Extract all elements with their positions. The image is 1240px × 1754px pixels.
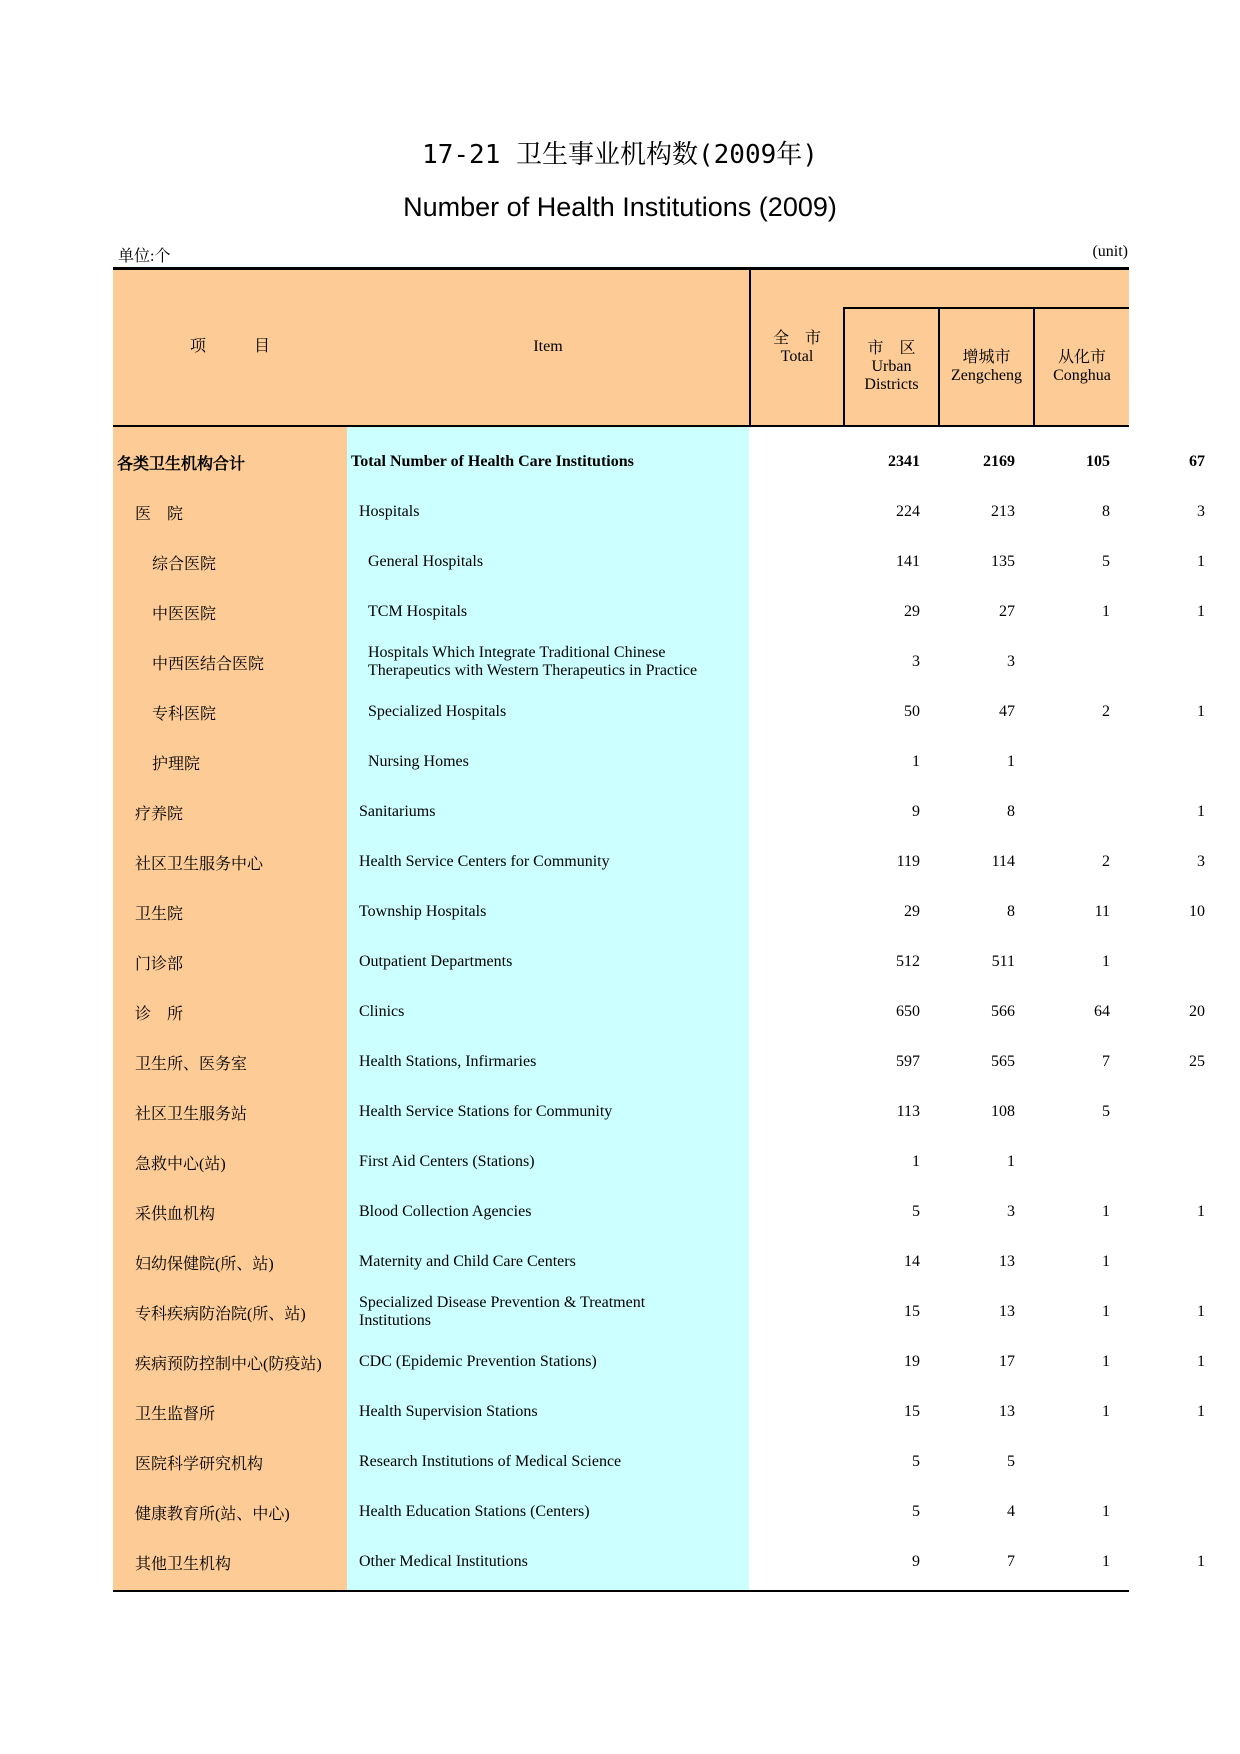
cell-conghua bbox=[1125, 1437, 1205, 1487]
header-item-english: Item bbox=[533, 338, 563, 355]
header-urban-english-line2: Districts bbox=[864, 376, 919, 393]
cell-conghua: 3 bbox=[1197, 853, 1205, 870]
cell-zengcheng: 7 bbox=[1102, 1053, 1110, 1070]
row-item-chinese: 其他卫生机构 bbox=[135, 1555, 232, 1573]
table-row bbox=[113, 687, 1205, 737]
cell-conghua: 1 bbox=[1197, 553, 1205, 570]
row-item-chinese: 中医医院 bbox=[152, 605, 217, 623]
cell-conghua bbox=[1125, 937, 1205, 987]
row-item-chinese: 门诊部 bbox=[135, 955, 184, 973]
row-item-english-line1: Total Number of Health Care Institutions bbox=[351, 453, 634, 470]
cell-urban: 1 bbox=[1007, 1153, 1015, 1170]
cell-total: 19 bbox=[904, 1353, 920, 1370]
cell-conghua: 3 bbox=[1197, 503, 1205, 520]
header-urban-chinese: 市 区 bbox=[867, 340, 916, 357]
cell-zengcheng: 1 bbox=[1102, 1553, 1110, 1570]
row-item-english-line1: Health Education Stations (Centers) bbox=[359, 1503, 590, 1520]
table-header-rule bbox=[113, 425, 1129, 427]
header-urban-english-line1: Urban bbox=[871, 358, 912, 375]
header-total-english: Total bbox=[780, 348, 814, 365]
cell-total: 113 bbox=[896, 1103, 920, 1120]
row-item-english-line1: Maternity and Child Care Centers bbox=[359, 1253, 576, 1270]
row-item-english-line1: Health Stations, Infirmaries bbox=[359, 1053, 537, 1070]
cell-total: 29 bbox=[904, 603, 920, 620]
row-item-english bbox=[359, 987, 404, 1037]
cell-conghua bbox=[1125, 637, 1205, 687]
row-item-english bbox=[368, 637, 697, 687]
row-item-chinese: 采供血机构 bbox=[135, 1205, 216, 1223]
cell-total: 9 bbox=[912, 1553, 920, 1570]
cell-urban: 2169 bbox=[983, 453, 1015, 470]
cell-conghua: 25 bbox=[1189, 1053, 1205, 1070]
row-item-chinese: 健康教育所(站、中心) bbox=[135, 1505, 290, 1523]
cell-total: 119 bbox=[896, 853, 920, 870]
cell-conghua: 1 bbox=[1197, 803, 1205, 820]
cell-total: 1 bbox=[912, 753, 920, 770]
row-item-english bbox=[351, 437, 634, 487]
row-item-english-line1: Hospitals bbox=[359, 503, 420, 520]
cell-urban: 17 bbox=[999, 1353, 1015, 1370]
cell-zengcheng: 64 bbox=[1094, 1003, 1110, 1020]
table-row bbox=[113, 1287, 1205, 1337]
cell-total: 14 bbox=[904, 1253, 920, 1270]
row-item-english bbox=[359, 1337, 597, 1387]
cell-zengcheng: 8 bbox=[1102, 503, 1110, 520]
row-item-english-line1: Specialized Disease Prevention & Treatment bbox=[359, 1294, 646, 1311]
table-row bbox=[113, 1087, 1129, 1137]
row-item-english-line1: Clinics bbox=[359, 1003, 405, 1020]
table-row bbox=[113, 937, 1129, 987]
header-conghua-english: Conghua bbox=[1053, 367, 1111, 384]
unit-label-english: (unit) bbox=[1092, 243, 1128, 260]
cell-urban: 114 bbox=[991, 853, 1015, 870]
cell-zengcheng bbox=[1030, 737, 1110, 787]
table-row bbox=[113, 1337, 1205, 1387]
cell-conghua bbox=[1125, 1487, 1205, 1537]
row-item-chinese: 诊 所 bbox=[135, 1005, 184, 1023]
cell-urban: 135 bbox=[991, 553, 1015, 570]
row-item-chinese: 急救中心(站) bbox=[135, 1155, 226, 1173]
cell-zengcheng: 1 bbox=[1102, 603, 1110, 620]
row-item-english bbox=[359, 887, 486, 937]
cell-total: 5 bbox=[912, 1203, 920, 1220]
row-item-english-line1: Health Service Centers for Community bbox=[359, 853, 610, 870]
row-item-english bbox=[359, 1087, 612, 1137]
row-item-english bbox=[359, 1537, 528, 1587]
row-item-english-line1: CDC (Epidemic Prevention Stations) bbox=[359, 1353, 597, 1370]
cell-zengcheng: 105 bbox=[1086, 453, 1110, 470]
cell-zengcheng: 2 bbox=[1102, 853, 1110, 870]
row-item-english-line1: First Aid Centers (Stations) bbox=[359, 1153, 535, 1170]
row-item-english-line1: Health Supervision Stations bbox=[359, 1403, 538, 1420]
row-item-english-line1: TCM Hospitals bbox=[368, 603, 468, 620]
cell-urban: 27 bbox=[999, 603, 1015, 620]
cell-zengcheng: 1 bbox=[1102, 953, 1110, 970]
cell-urban: 213 bbox=[991, 503, 1015, 520]
unit-label-chinese: 单位:个 bbox=[118, 248, 171, 265]
cell-urban: 3 bbox=[1007, 653, 1015, 670]
header-item-chinese: 项 目 bbox=[189, 338, 270, 355]
row-item-chinese: 医 院 bbox=[135, 505, 184, 523]
cell-total: 650 bbox=[896, 1003, 920, 1020]
table-row bbox=[113, 1437, 1129, 1487]
row-item-english-line1: Blood Collection Agencies bbox=[359, 1203, 532, 1220]
table-row bbox=[113, 1187, 1205, 1237]
row-item-chinese: 综合医院 bbox=[152, 555, 217, 573]
cell-total: 29 bbox=[904, 903, 920, 920]
cell-conghua: 1 bbox=[1197, 1403, 1205, 1420]
row-item-chinese: 疾病预防控制中心(防疫站) bbox=[135, 1355, 322, 1373]
row-item-english-line1: Outpatient Departments bbox=[359, 953, 513, 970]
row-item-chinese: 各类卫生机构合计 bbox=[117, 455, 246, 473]
header-divider-subregions bbox=[843, 307, 1129, 309]
row-item-english bbox=[359, 837, 610, 887]
row-item-english-line2: Institutions bbox=[359, 1312, 432, 1329]
row-item-chinese: 社区卫生服务站 bbox=[135, 1105, 248, 1123]
table-row bbox=[113, 837, 1205, 887]
row-item-english bbox=[359, 937, 512, 987]
cell-conghua: 1 bbox=[1197, 1353, 1205, 1370]
cell-conghua bbox=[1125, 1137, 1205, 1187]
header-zengcheng-chinese: 增城市 bbox=[962, 349, 1011, 366]
cell-urban: 8 bbox=[1007, 903, 1015, 920]
header-conghua bbox=[1035, 349, 1129, 385]
cell-zengcheng: 5 bbox=[1102, 553, 1110, 570]
cell-conghua bbox=[1125, 1237, 1205, 1287]
table-top-rule bbox=[113, 267, 1129, 270]
cell-conghua: 20 bbox=[1189, 1003, 1205, 1020]
cell-urban: 13 bbox=[999, 1253, 1015, 1270]
row-item-english-line1: Nursing Homes bbox=[368, 753, 469, 770]
table-row bbox=[113, 1137, 1129, 1187]
table-row bbox=[113, 637, 1129, 687]
cell-total: 9 bbox=[912, 803, 920, 820]
row-item-english bbox=[359, 1137, 535, 1187]
row-item-chinese: 妇幼保健院(所、站) bbox=[135, 1255, 274, 1273]
row-item-english-line1: Other Medical Institutions bbox=[359, 1553, 528, 1570]
row-item-chinese: 社区卫生服务中心 bbox=[135, 855, 264, 873]
cell-zengcheng: 1 bbox=[1102, 1403, 1110, 1420]
cell-total: 512 bbox=[896, 953, 920, 970]
row-item-english bbox=[359, 1487, 590, 1537]
page-title-english: Number of Health Institutions (2009) bbox=[403, 192, 837, 222]
cell-zengcheng: 2 bbox=[1102, 703, 1110, 720]
row-item-english bbox=[359, 1187, 531, 1237]
cell-conghua: 67 bbox=[1189, 453, 1205, 470]
cell-urban: 13 bbox=[999, 1303, 1015, 1320]
cell-zengcheng: 1 bbox=[1102, 1203, 1110, 1220]
row-item-chinese: 专科医院 bbox=[152, 705, 217, 723]
row-item-english bbox=[368, 587, 467, 637]
row-item-english-line1: Township Hospitals bbox=[359, 903, 487, 920]
cell-conghua: 10 bbox=[1189, 903, 1205, 920]
cell-total: 15 bbox=[904, 1403, 920, 1420]
row-item-chinese: 专科疾病防治院(所、站) bbox=[135, 1305, 306, 1323]
row-item-english-line1: Health Service Stations for Community bbox=[359, 1103, 613, 1120]
row-item-chinese: 疗养院 bbox=[135, 805, 184, 823]
row-item-english-line1: Specialized Hospitals bbox=[368, 703, 507, 720]
cell-urban: 511 bbox=[991, 953, 1015, 970]
cell-conghua: 1 bbox=[1197, 1553, 1205, 1570]
cell-urban: 1 bbox=[1007, 753, 1015, 770]
row-item-english-line1: Sanitariums bbox=[359, 803, 436, 820]
row-item-english bbox=[359, 1037, 536, 1087]
cell-zengcheng bbox=[1030, 1437, 1110, 1487]
cell-conghua: 1 bbox=[1197, 1203, 1205, 1220]
page-title-chinese: 17-21 卫生事业机构数(2009年) bbox=[422, 140, 818, 170]
table-row bbox=[113, 1537, 1205, 1587]
row-item-english bbox=[359, 1437, 621, 1487]
table-row bbox=[113, 1487, 1129, 1537]
cell-urban: 566 bbox=[991, 1003, 1015, 1020]
cell-total: 224 bbox=[896, 503, 920, 520]
header-conghua-chinese: 从化市 bbox=[1057, 349, 1106, 366]
cell-total: 15 bbox=[904, 1303, 920, 1320]
cell-urban: 3 bbox=[1007, 1203, 1015, 1220]
cell-urban: 7 bbox=[1007, 1553, 1015, 1570]
cell-zengcheng: 1 bbox=[1102, 1303, 1110, 1320]
table-row-total bbox=[113, 437, 1205, 487]
row-item-english bbox=[359, 1237, 576, 1287]
cell-zengcheng bbox=[1030, 637, 1110, 687]
row-item-english-line1: Research Institutions of Medical Science bbox=[359, 1453, 622, 1470]
cell-total: 5 bbox=[912, 1453, 920, 1470]
cell-zengcheng bbox=[1030, 787, 1110, 837]
row-item-english bbox=[359, 1287, 645, 1337]
table-row bbox=[113, 1387, 1205, 1437]
row-item-chinese: 卫生监督所 bbox=[135, 1405, 216, 1423]
cell-urban: 4 bbox=[1007, 1503, 1015, 1520]
row-item-chinese: 卫生所、医务室 bbox=[135, 1055, 248, 1073]
cell-conghua bbox=[1125, 737, 1205, 787]
cell-conghua: 1 bbox=[1197, 703, 1205, 720]
cell-total: 1 bbox=[912, 1153, 920, 1170]
cell-total: 597 bbox=[896, 1053, 920, 1070]
cell-urban: 13 bbox=[999, 1403, 1015, 1420]
row-item-english bbox=[368, 737, 469, 787]
row-item-english bbox=[368, 687, 506, 737]
cell-urban: 47 bbox=[999, 703, 1015, 720]
table-row bbox=[113, 487, 1205, 537]
cell-conghua: 1 bbox=[1197, 603, 1205, 620]
row-item-chinese: 卫生院 bbox=[135, 905, 184, 923]
cell-urban: 5 bbox=[1007, 1453, 1015, 1470]
header-urban bbox=[845, 340, 938, 394]
cell-zengcheng: 5 bbox=[1102, 1103, 1110, 1120]
table-row bbox=[113, 537, 1205, 587]
row-item-english bbox=[359, 787, 435, 837]
cell-total: 3 bbox=[912, 653, 920, 670]
table-bottom-rule bbox=[113, 1590, 1129, 1592]
row-item-english bbox=[359, 487, 419, 537]
cell-zengcheng: 1 bbox=[1102, 1503, 1110, 1520]
row-item-english bbox=[359, 1387, 538, 1437]
cell-total: 50 bbox=[904, 703, 920, 720]
row-item-chinese: 中西医结合医院 bbox=[152, 655, 265, 673]
header-total bbox=[751, 330, 843, 366]
cell-conghua bbox=[1125, 1087, 1205, 1137]
cell-conghua: 1 bbox=[1197, 1303, 1205, 1320]
row-item-chinese: 护理院 bbox=[152, 755, 201, 773]
cell-zengcheng: 1 bbox=[1102, 1353, 1110, 1370]
table-row bbox=[113, 1237, 1129, 1287]
table-row bbox=[113, 737, 1129, 787]
cell-zengcheng: 11 bbox=[1094, 903, 1110, 920]
table-row bbox=[113, 887, 1205, 937]
cell-total: 2341 bbox=[888, 453, 920, 470]
row-item-english-line1: General Hospitals bbox=[368, 553, 484, 570]
cell-urban: 8 bbox=[1007, 803, 1015, 820]
header-zengcheng bbox=[940, 349, 1033, 385]
row-item-english bbox=[368, 537, 483, 587]
table-row bbox=[113, 1037, 1205, 1087]
cell-total: 141 bbox=[896, 553, 920, 570]
table-row bbox=[113, 787, 1205, 837]
cell-total: 5 bbox=[912, 1503, 920, 1520]
row-item-english-line2: Therapeutics with Western Therapeutics in Practice bbox=[368, 662, 698, 679]
cell-urban: 108 bbox=[991, 1103, 1015, 1120]
cell-urban: 565 bbox=[991, 1053, 1015, 1070]
row-item-chinese: 医院科学研究机构 bbox=[135, 1455, 264, 1473]
table-row bbox=[113, 987, 1205, 1037]
table-row bbox=[113, 587, 1205, 637]
header-total-chinese: 全 市 bbox=[772, 330, 821, 347]
cell-zengcheng bbox=[1030, 1137, 1110, 1187]
header-zengcheng-english: Zengcheng bbox=[950, 367, 1023, 384]
cell-zengcheng: 1 bbox=[1102, 1253, 1110, 1270]
row-item-english-line1: Hospitals Which Integrate Traditional Chinese bbox=[368, 644, 666, 661]
